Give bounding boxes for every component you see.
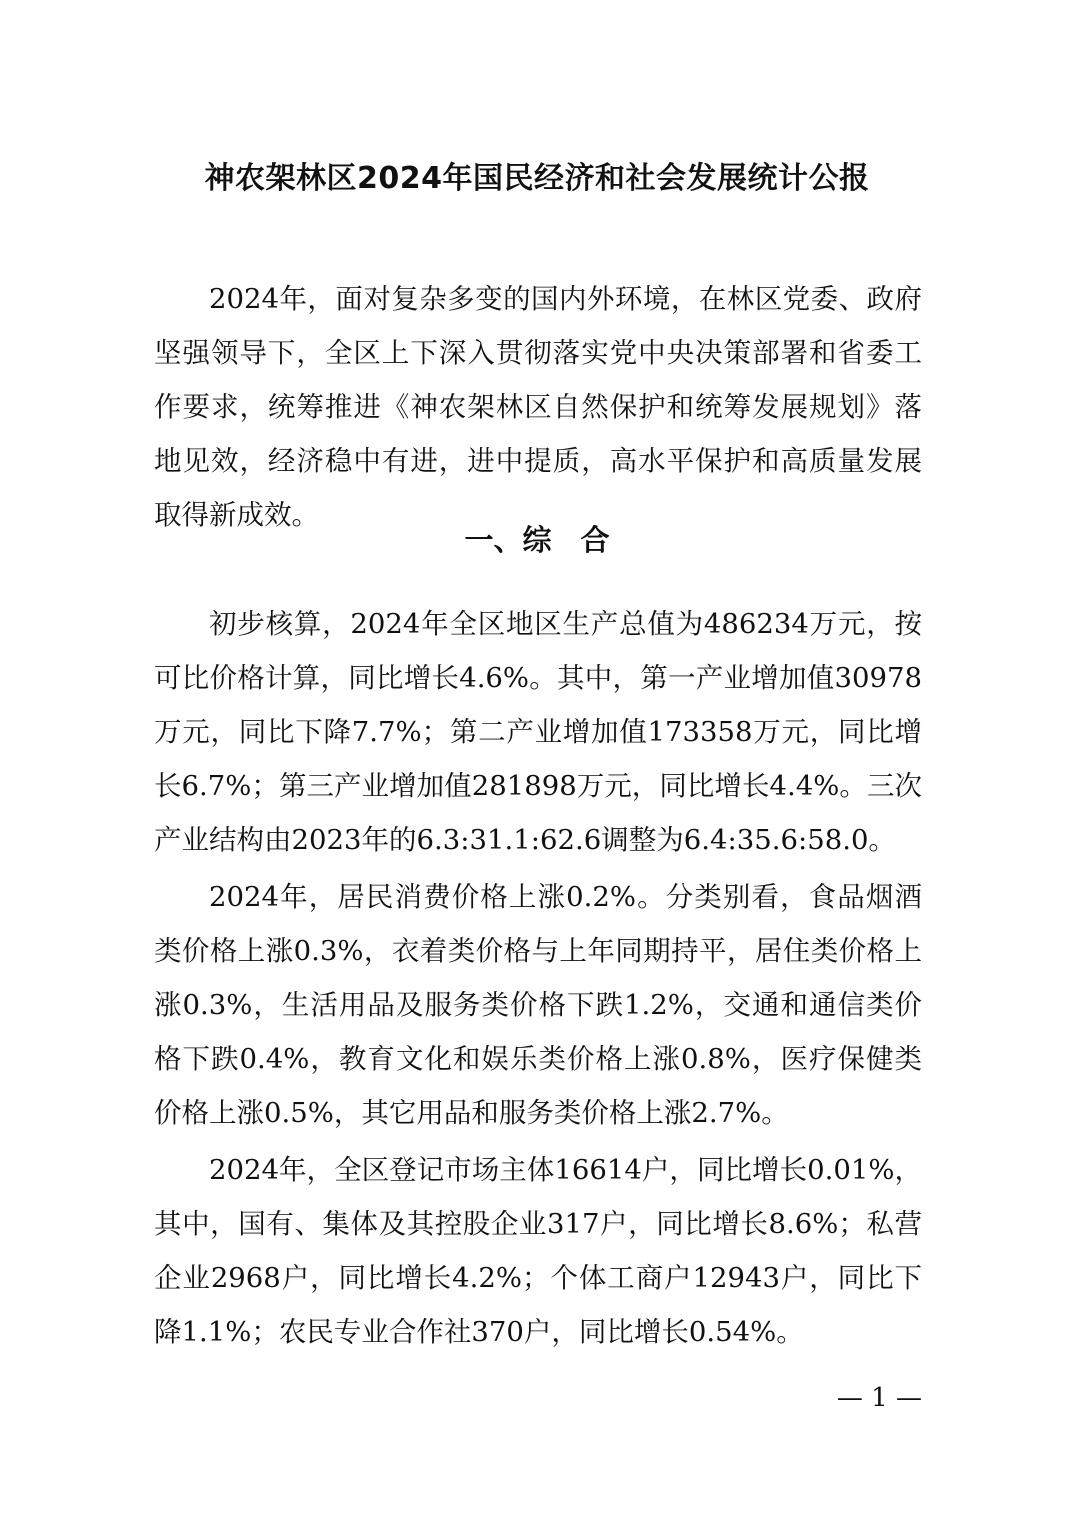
paragraph-gdp: 初步核算，2024年全区地区生产总值为486234万元，按可比价格计算，同比增长4.6%。其中，第一产业增加值30978万元，同比下降7.7%；第二产业增加值173358万元，同比增长6.7%；第三产业增加值281898万元，同比增长4.4%。三次产业结构由2023年的6.3:31.1:62.6调整为6.4:35.6:58.0。 <box>154 608 922 856</box>
paragraph-cpi: 2024年，居民消费价格上涨0.2%。分类别看，食品烟酒类价格上涨0.3%，衣着类价格与上年同期持平，居住类价格上涨0.3%，生活用品及服务类价格下跌1.2%，交通和通信类价格下跌0.4%，教育文化和娱乐类价格上涨0.8%，医疗保健类价格上涨0.5%，其它用品和服务类价格上涨2.7%。 <box>154 881 922 1129</box>
section-heading: 一、综 合 <box>464 523 610 557</box>
intro-paragraph: 2024年，面对复杂多变的国内外环境，在林区党委、政府坚强领导下，全区上下深入贯彻落实党中央决策部署和省委工作要求，统筹推进《神农架林区自然保护和统筹发展规划》落地见效，经济稳中有进，进中提质，高水平保护和高质量发展取得新成效。 <box>154 283 922 531</box>
document-title: 神农架林区2024年国民经济和社会发展统计公报 <box>204 161 870 196</box>
paragraph-market-entities: 2024年，全区登记市场主体16614户，同比增长0.01%，其中，国有、集体及其控股企业317户，同比增长8.6%；私营企业2968户，同比增长4.2%；个体工商户12943户，同比下降1.1%；农民专业合作社370户，同比增长0.54%。 <box>154 1154 922 1348</box>
page-number: — 1 — <box>836 1383 922 1413</box>
